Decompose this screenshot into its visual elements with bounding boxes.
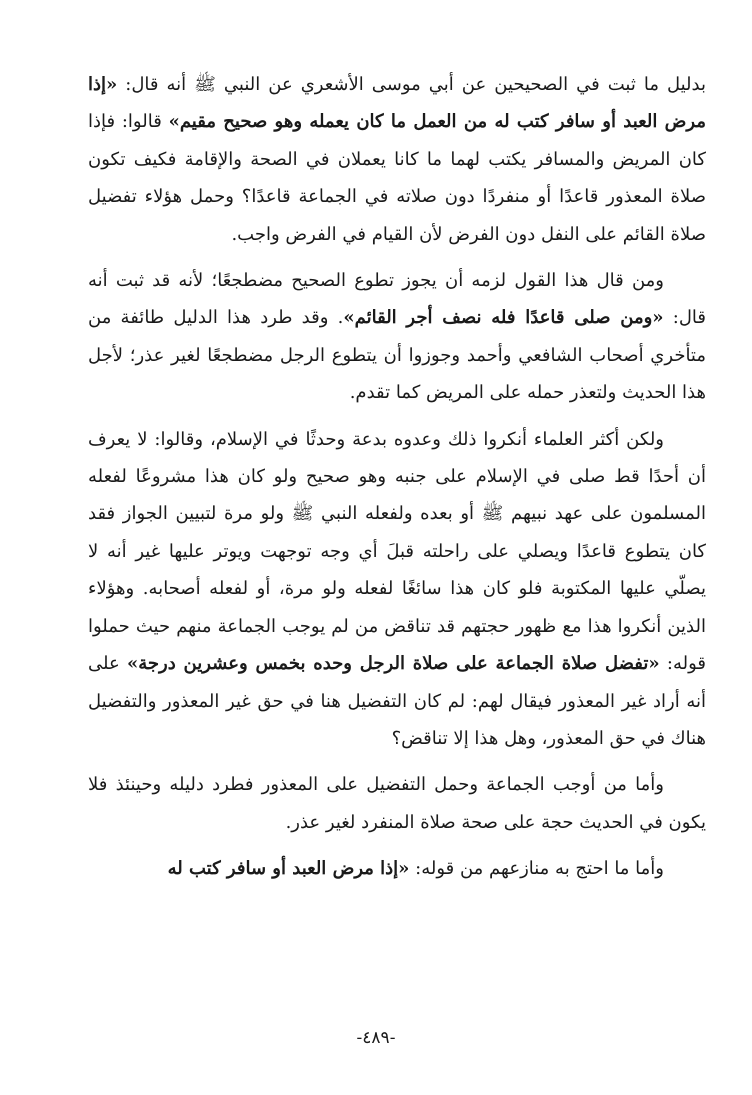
paragraph-4 — [88, 766, 706, 841]
text-segment: على أنه أراد غير المعذور فيقال لهم: لم كان التفضيل هنا في حق غير المعذور والتفضيل هناك في حق المعذور، وهل هذا إلا تناقض؟ — [88, 653, 706, 749]
paragraph-1 — [88, 66, 706, 253]
paragraph-5 — [88, 850, 706, 887]
paragraph-2 — [88, 262, 706, 412]
hadith-quote: «تفضل صلاة الجماعة على صلاة الرجل وحده بخمس وعشرين درجة» — [126, 653, 660, 675]
hadith-quote: «إذا مرض العبد أو سافر كتب له من العمل ما كان يعمله وهو صحيح مقيم» — [88, 74, 706, 133]
text-segment: بدليل ما ثبت في الصحيحين عن أبي موسى الأشعري عن النبي ﷺ أنه قال: — [117, 74, 706, 95]
hadith-quote: «إذا مرض العبد أو سافر كتب له — [167, 858, 410, 880]
text-segment: ومن قال هذا القول لزمه أن يجوز تطوع الصحيح مضطجعًا؛ لأنه قد ثبت أنه قال: — [88, 270, 707, 329]
text-segment: وأما ما احتج به منازعهم من قوله: — [409, 858, 664, 880]
text-segment: . وقد طرد هذا الدليل طائفة من متأخري أصحاب الشافعي وأحمد وجوزوا أن يتطوع الرجل مضطجعًا لغير عذر؛ لأجل هذا الحديث ولتعذر حمله على المريض كما تقدم. — [88, 307, 706, 404]
page-number: -٤٨٩- — [356, 1028, 396, 1048]
text-segment: ولكن أكثر العلماء أنكروا ذلك وعدوه بدعة وحدثًا في الإسلام، وقالوا: لا يعرف أن أحدًا قط صلى في الإسلام على جنبه وهو صحيح ولو كان هذا مشروعًا لفعله المسلمون على عهد نبيهم ﷺ أو بعده ولفعله النبي ﷺ ولو مرة لتبيين الجواز فقد كان يتطوع قاعدًا ويصلي على راحلته قبلَ أي وجه توجهت ويوتر عليها غير أنه لا يصلّي عليها المكتوبة فلو كان هذا سائغًا لفعله ولو مرة، أو لفعله أصحابه. وهؤلاء الذين أنكروا هذا مع ظهور حجتهم قد تناقض من لم يوجب الجماعة منهم حيث حملوا قوله: — [88, 428, 706, 675]
body-text — [88, 66, 706, 888]
text-segment: وأما من أوجب الجماعة وحمل التفضيل على المعذور فطرد دليله وحينئذ فلا يكون في الحديث حجة على صحة صلاة المنفرد لغير عذر. — [88, 774, 706, 833]
paragraph-3 — [88, 421, 706, 758]
text-segment: قالوا: فإذا كان المريض والمسافر يكتب لهما ما كانا يعملان في الصحة والإقامة فكيف تكون صلاة المعذور قاعدًا أو منفردًا دون صلاته في الجماعة قاعدًا؟ وحمل هؤلاء تفضيل صلاة القائم على النفل دون الفرض لأن القيام في الفرض واجب. — [88, 111, 706, 245]
hadith-quote: «ومن صلى قاعدًا فله نصف أجر القائم» — [343, 307, 664, 329]
